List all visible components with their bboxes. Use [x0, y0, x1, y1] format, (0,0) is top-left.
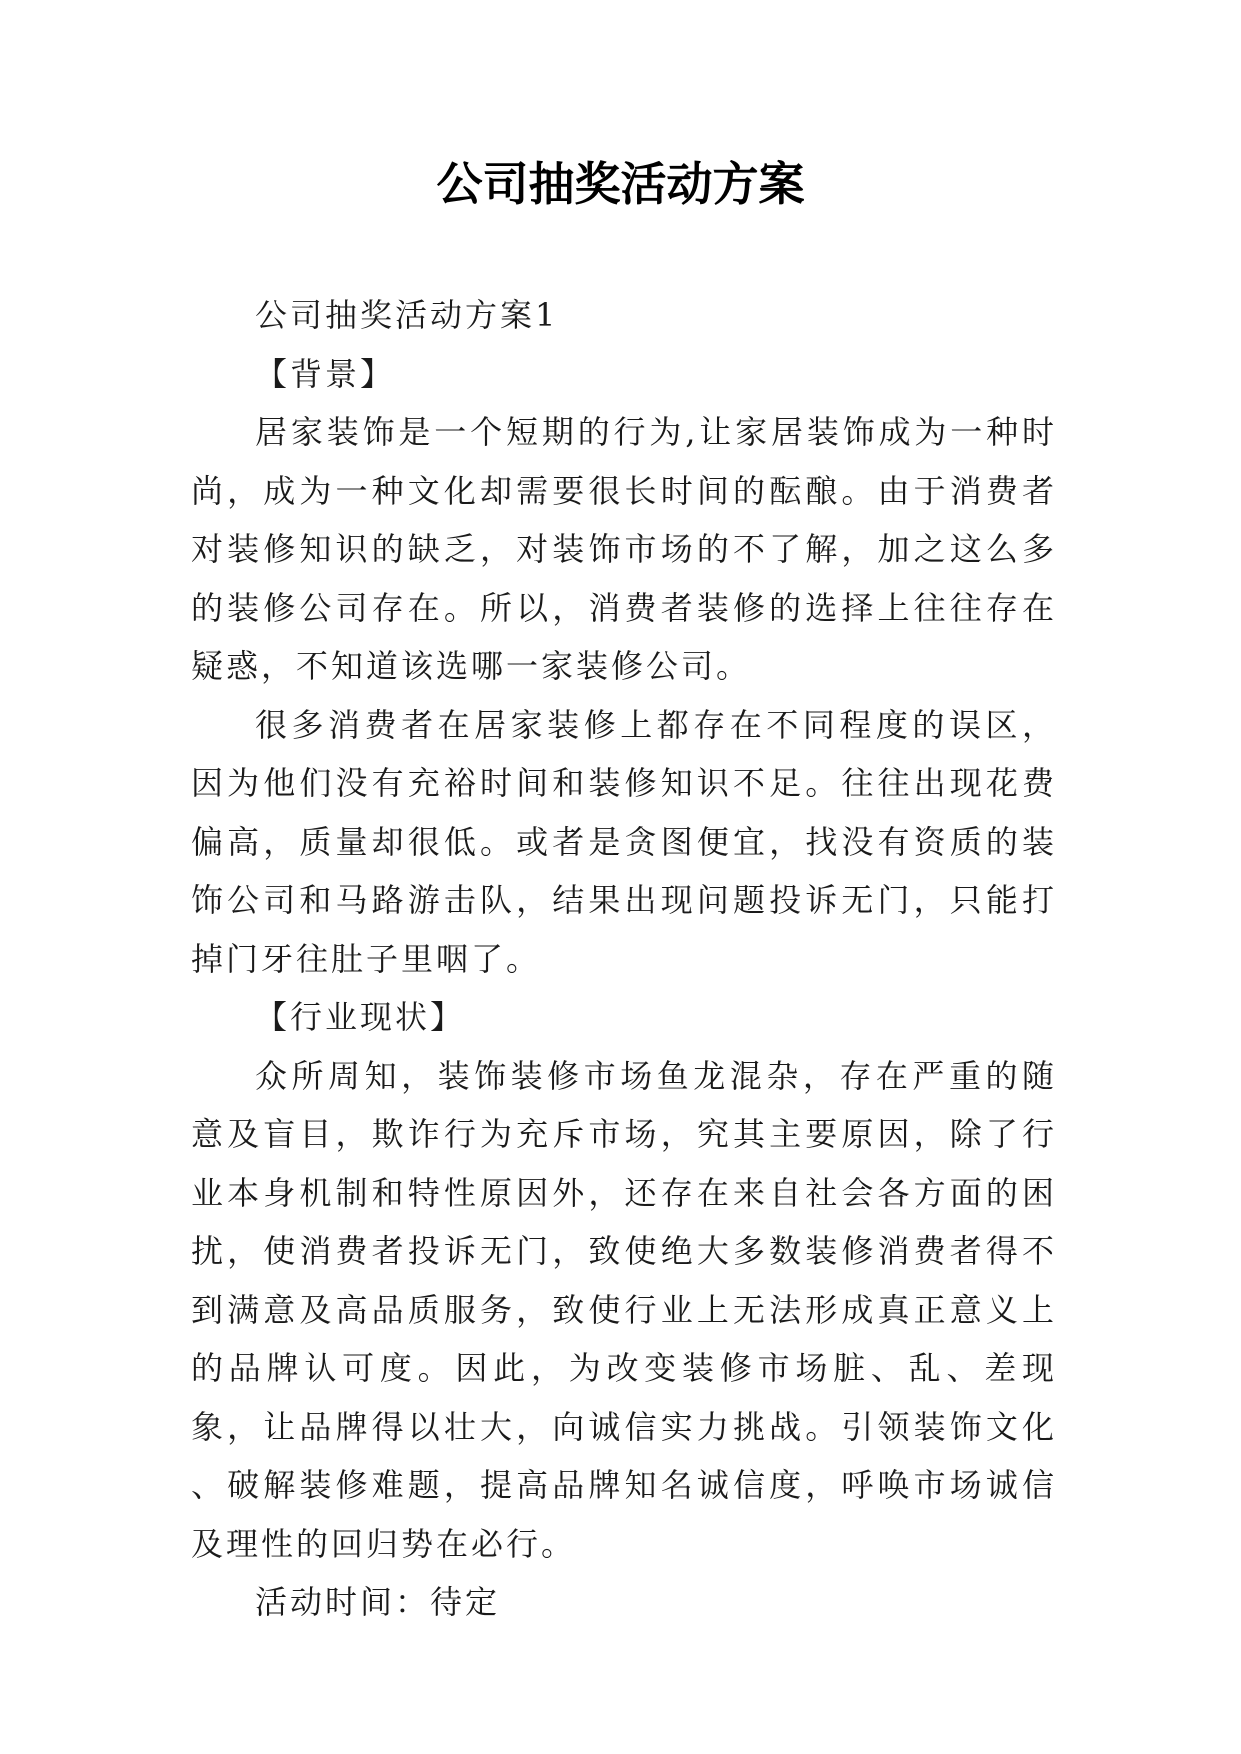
document-body	[191, 286, 1057, 1632]
document-title: 公司抽奖活动方案	[436, 157, 805, 211]
body-paragraph: 很多消费者在居家装修上都存在不同程度的误区，因为他们没有充裕时间和装修知识不足。往往出现花费偏高，质量却很低。或者是贪图便宜，找没有资质的装饰公司和马路游击队，结果出现问题投诉无门，只能打掉门牙往肚子里咽了。	[191, 705, 1057, 978]
activity-time: 活动时间：待定	[255, 1583, 501, 1621]
body-paragraph: 众所周知，装饰装修市场鱼龙混杂，存在严重的随意及盲目，欺诈行为充斥市场，究其主要原因，除了行业本身机制和特性原因外，还存在来自社会各方面的困扰，使消费者投诉无门，致使绝大多数装修消费者得不到满意及高品质服务，致使行业上无法形成真正意义上的品牌认可度。因此，为改变装修市场脏、乱、差现象，让品牌得以壮大，向诚信实力挑战。引领装饰文化 、破解装修难题，提高品牌知名诚信度，呼唤市场诚信及理性的回归势在必行。	[191, 1056, 1057, 1563]
section-heading: 公司抽奖活动方案1	[255, 296, 559, 334]
industry-status-label: 【行业现状】	[255, 998, 466, 1036]
background-label: 【背景】	[255, 354, 396, 393]
body-paragraph: 居家装饰是一个短期的行为,让家居装饰成为一种时尚，成为一种文化却需要很长时间的酝酿。由于消费者对装修知识的缺乏，对装饰市场的不了解，加之这么多的装修公司存在。所以，消费者装修的选择上往往存在疑惑，不知道该选哪一家装修公司。	[191, 413, 1057, 685]
